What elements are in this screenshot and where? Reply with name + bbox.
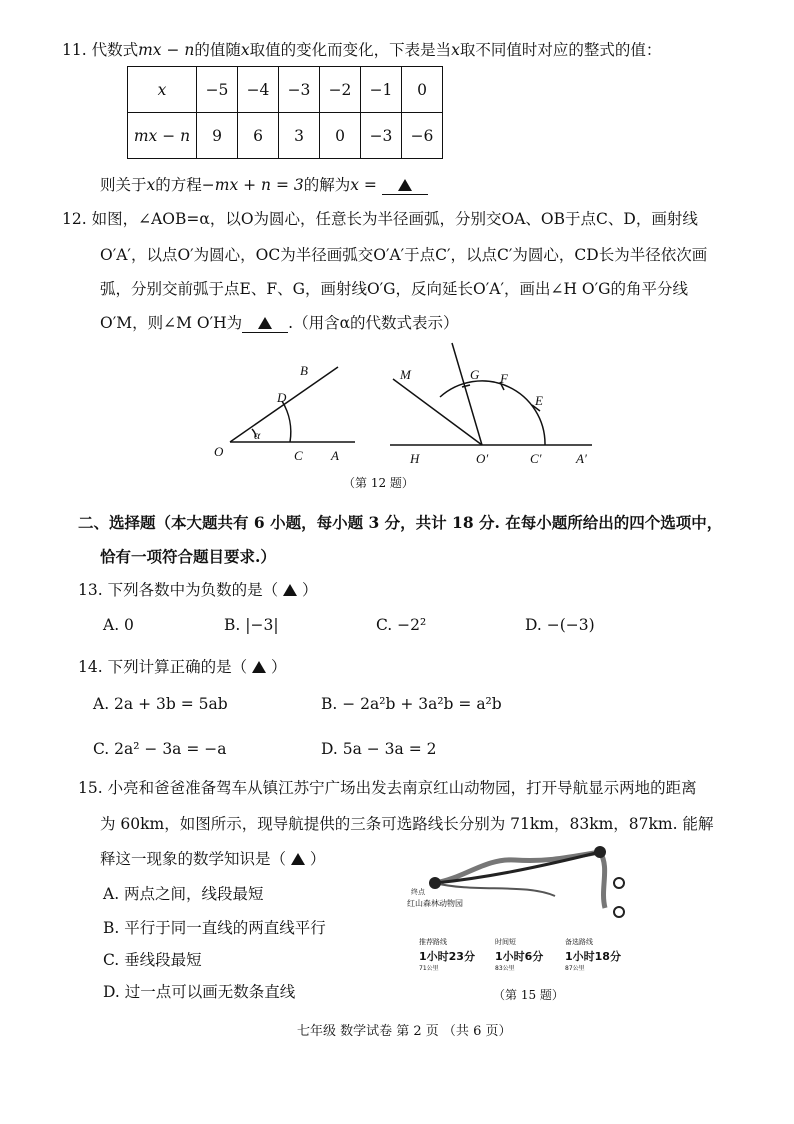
q13-stem-close: ） bbox=[301, 581, 318, 599]
q11-answer-text2: 的方程 bbox=[155, 176, 202, 194]
route-time: 1小时23分 bbox=[419, 950, 475, 963]
table-cell: −3 bbox=[361, 113, 402, 159]
label-A: A bbox=[331, 448, 339, 463]
q12-line4-text: O′M，则∠M O′H为 bbox=[100, 314, 243, 332]
route-name: 时间短 bbox=[495, 938, 516, 946]
q11-answer-var: x bbox=[146, 176, 156, 194]
label-O: O bbox=[214, 444, 224, 459]
map-start-label: 终点 bbox=[411, 888, 425, 896]
map-destination-label: 红山森林动物园 bbox=[407, 899, 463, 908]
table-cell: −5 bbox=[197, 67, 238, 113]
label-C-prime: C′ bbox=[530, 451, 542, 466]
q13-option-d[interactable]: D. −(−3) bbox=[525, 616, 595, 634]
q11-answer-text: 则关于 bbox=[100, 176, 147, 194]
table-cell: 3 bbox=[279, 113, 320, 159]
label-B: B bbox=[300, 363, 308, 378]
q14-option-d[interactable]: D. 5a − 3a = 2 bbox=[321, 740, 437, 758]
q13-stem bbox=[78, 578, 317, 600]
q11-text3: 取值的变化而变化，下表是当 bbox=[249, 41, 452, 59]
table-cell: 6 bbox=[238, 113, 279, 159]
section-heading-line2: 恰有一项符合题目要求.） bbox=[100, 547, 276, 566]
page-footer: 七年级 数学试卷 第 2 页 （共 6 页） bbox=[297, 1024, 512, 1039]
label-C: C bbox=[294, 448, 303, 463]
route-name: 备选路线 bbox=[565, 938, 593, 946]
q14-stem-close: ） bbox=[270, 658, 287, 676]
table-row bbox=[128, 113, 443, 159]
route-dist: 71公里 bbox=[419, 965, 439, 972]
route-name: 推荐路线 bbox=[419, 938, 447, 946]
arc-CD bbox=[282, 401, 291, 442]
table-cell: −1 bbox=[361, 67, 402, 113]
table-cell: 0 bbox=[402, 67, 443, 113]
q13-option-a[interactable]: A. 0 bbox=[103, 616, 134, 634]
q12-line1 bbox=[62, 207, 698, 229]
q15-line3-text: 释这一现象的数学知识是（ bbox=[100, 850, 287, 868]
q11-answer-x: x = bbox=[350, 176, 377, 194]
q12-line3: 弧，分别交前弧于点E、F、G，画射线O′G，反向延长O′A′，画出∠H O′G的角平分线 bbox=[100, 280, 689, 298]
q14-stem-text: 14. 下列计算正确的是（ bbox=[78, 658, 248, 676]
table-cell: 9 bbox=[197, 113, 238, 159]
q15-option-d[interactable]: D. 过一点可以画无数条直线 bbox=[103, 983, 296, 1001]
table-cell: 0 bbox=[320, 113, 361, 159]
ray-OM bbox=[393, 379, 482, 445]
q15-line2: 为 60km，如图所示，现导航提供的三条可选路线长分别为 71km，83km，87km. 能解 bbox=[100, 815, 714, 833]
q11-var2: x bbox=[451, 41, 460, 59]
q13-stem-text: 13. 下列各数中为负数的是（ bbox=[78, 581, 279, 599]
table-cell: −3 bbox=[279, 67, 320, 113]
table-cell: x bbox=[128, 67, 197, 113]
route-dist: 83公里 bbox=[495, 965, 515, 972]
section-heading: 二、选择题（本大题共有 6 小题，每小题 3 分，共计 18 分. 在每小题所给出的四个选项中， bbox=[78, 513, 723, 532]
q11-text4: 取不同值时对应的整式的值： bbox=[459, 41, 662, 59]
q15-option-b[interactable]: B. 平行于同一直线的两直线平行 bbox=[103, 919, 326, 937]
label-O-prime: O′ bbox=[476, 451, 489, 466]
triangle-icon bbox=[252, 661, 266, 673]
q15-route-map bbox=[405, 838, 635, 978]
q14-option-b[interactable]: B. − 2a²b + 3a²b = a²b bbox=[321, 695, 502, 713]
table-cell: −6 bbox=[402, 113, 443, 159]
triangle-icon bbox=[258, 317, 272, 329]
q14-stem bbox=[78, 655, 286, 677]
q15-caption: （第 15 题） bbox=[493, 988, 564, 1002]
label-A-prime: A′ bbox=[576, 451, 587, 466]
table-cell: mx − n bbox=[128, 113, 197, 159]
q12-caption: （第 12 题） bbox=[343, 476, 414, 490]
q13-option-c[interactable]: C. −2² bbox=[376, 616, 427, 634]
q12-number: 12. bbox=[62, 210, 87, 228]
start-marker-icon bbox=[429, 877, 441, 889]
q11-answer-text3: 的解为 bbox=[303, 176, 351, 194]
q11-answer-line bbox=[100, 173, 428, 195]
route-line-direct bbox=[435, 852, 600, 883]
label-H: H bbox=[410, 451, 420, 466]
q12-line4-text2: .（用含α的代数式表示） bbox=[288, 314, 459, 332]
q12-line4 bbox=[100, 311, 459, 333]
ray-OG bbox=[452, 343, 482, 445]
q11-number: 11. bbox=[62, 41, 87, 59]
q11-expr: mx − n bbox=[138, 41, 195, 59]
target-icon bbox=[614, 907, 624, 917]
label-F: F bbox=[500, 371, 508, 386]
q13-option-b[interactable]: B. |−3| bbox=[224, 616, 279, 634]
q15-line1: 15. 小亮和爸爸准备驾车从镇江苏宁广场出发去南京红山动物园，打开导航显示两地的距离 bbox=[78, 779, 697, 797]
triangle-icon bbox=[283, 584, 297, 596]
answer-blank[interactable] bbox=[382, 176, 428, 195]
label-E: E bbox=[535, 393, 543, 408]
label-D: D bbox=[277, 390, 287, 405]
route-dist: 87公里 bbox=[565, 965, 585, 972]
label-alpha: α bbox=[254, 428, 261, 442]
q11-value-table bbox=[127, 66, 443, 159]
locate-icon bbox=[614, 878, 624, 888]
q11-answer-eq: −mx + n = 3 bbox=[201, 176, 304, 194]
triangle-icon bbox=[398, 179, 412, 191]
route-time: 1小时6分 bbox=[495, 950, 544, 963]
q11-text: 代数式 bbox=[91, 41, 139, 59]
answer-blank[interactable] bbox=[242, 314, 288, 333]
end-marker-icon bbox=[594, 846, 606, 858]
q11-text2: 的值随 bbox=[194, 41, 241, 59]
table-cell: −2 bbox=[320, 67, 361, 113]
q14-option-a[interactable]: A. 2a + 3b = 5ab bbox=[93, 695, 228, 713]
table-row bbox=[128, 67, 443, 113]
q12-figure bbox=[200, 335, 610, 475]
q14-option-c[interactable]: C. 2a² − 3a = −a bbox=[93, 740, 227, 758]
q12-line1-text: 如图，∠AOB=α，以O为圆心，任意长为半径画弧，分别交OA、OB于点C、D，画射线 bbox=[91, 210, 698, 228]
route-time: 1小时18分 bbox=[565, 950, 621, 963]
arc-EFG bbox=[440, 381, 545, 445]
label-M: M bbox=[400, 367, 411, 382]
q15-line3-close: ） bbox=[309, 850, 326, 868]
label-G: G bbox=[470, 367, 480, 382]
q12-line2: O′A′，以点O′为圆心，OC为半径画弧交O′A′于点C′，以点C′为圆心，CD长为半径依次画 bbox=[100, 246, 708, 264]
table-cell: −4 bbox=[238, 67, 279, 113]
q11-var: x bbox=[240, 41, 250, 59]
q15-option-c[interactable]: C. 垂线段最短 bbox=[103, 951, 202, 969]
q15-line3 bbox=[100, 847, 325, 869]
q11-stem bbox=[62, 38, 661, 60]
triangle-icon bbox=[291, 853, 305, 865]
q15-option-a[interactable]: A. 两点之间，线段最短 bbox=[103, 885, 264, 903]
